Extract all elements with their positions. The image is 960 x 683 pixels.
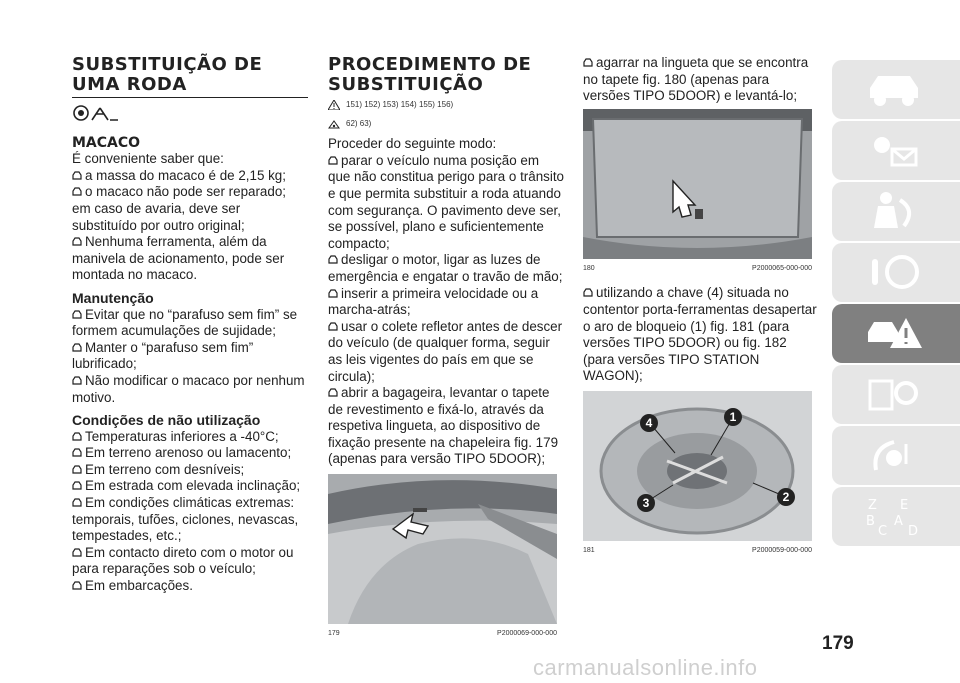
figure-number: 179 [328, 630, 340, 638]
figure-code: P2000059-000-000 [752, 546, 812, 554]
car-bullet-icon [328, 388, 338, 398]
figure-180 [583, 109, 812, 259]
warning-lights-icon [864, 129, 924, 171]
note-hand-icon [328, 119, 340, 129]
index-icon [864, 495, 924, 537]
list-item: Nenhuma ferramenta, além da manivela de acionamento, pode ser montada no macaco. [72, 234, 285, 283]
tab-maintenance[interactable] [832, 365, 960, 424]
procedure-list [328, 153, 564, 468]
list-item: Temperaturas inferiores a -40°C; [72, 429, 308, 446]
chapter-tabs [832, 60, 960, 548]
car-bullet-icon [328, 289, 338, 299]
car-bullet-icon [72, 465, 82, 475]
car-bullet-icon [72, 171, 82, 181]
figure-181 [583, 391, 812, 541]
jack-heading: MACACO [72, 134, 141, 151]
section-title-line2: SUBSTITUIÇÃO [328, 74, 484, 95]
list-item: o macaco não pode ser reparado; em caso de avaria, deve ser substituído por outro original; [72, 184, 286, 233]
callout-number: 1 [729, 409, 737, 424]
tab-warning-lights[interactable] [832, 121, 960, 180]
car-bullet-icon [72, 448, 82, 458]
title-rule [72, 97, 308, 98]
figure-code: P2000069-000-000 [497, 630, 557, 638]
column-1 [72, 55, 308, 595]
list-item: abrir a bagageira, levantar o tapete de revestimento e fixá-lo, através da respetiva lingueta, ao dispositivo de fixação presente na chapeleira fig. 179 (apenas para versão TIPO 5DOOR); [328, 385, 559, 467]
tab-car[interactable] [832, 60, 960, 119]
list-item: Manter o “parafuso sem fim” lubrificado; [72, 339, 254, 372]
list-item: desligar o motor, ligar as luzes de emergência e engatar o travão de mão; [328, 252, 563, 284]
section-title: SUBSTITUIÇÃO DE [72, 54, 263, 75]
conditions-list [72, 429, 308, 595]
car-bullet-icon [328, 255, 338, 265]
maintenance-list [72, 307, 308, 407]
tab-multimedia[interactable] [832, 426, 960, 485]
tab-index[interactable] [832, 487, 960, 546]
maintenance-heading: Manutenção [72, 289, 154, 306]
list-item: Em terreno arenoso ou lamacento; [72, 445, 308, 462]
column-3 [583, 55, 819, 560]
list-item: Em contacto direto com o motor ou para reparações sob o veículo; [72, 544, 294, 577]
car-bullet-icon [72, 498, 82, 508]
svg-text:C: C [878, 524, 888, 537]
page-number: 179 [822, 633, 854, 654]
car-bullet-icon [72, 481, 82, 491]
car-bullet-icon [72, 548, 82, 558]
warning-refs: 151) 152) 153) 154) 155) 156) [346, 100, 454, 109]
car-bullet-icon [328, 322, 338, 332]
note-refs: 62) 63) [346, 118, 372, 128]
jack-list [72, 168, 308, 284]
gears-icon [864, 373, 924, 415]
conditions-heading: Condições de não utilização [72, 412, 261, 429]
car-bullet-icon [72, 237, 82, 247]
callout-number: 3 [642, 495, 650, 510]
list-item: Em embarcações. [72, 578, 308, 595]
warning-refs-row [328, 97, 564, 114]
svg-text:E: E [900, 498, 909, 513]
procedure-intro: Proceder do seguinte modo: [328, 136, 497, 152]
column-2 [328, 55, 564, 643]
list-item: Em condições climáticas extremas: temporais, tufões, ciclones, nevascas, tempestades, etc.; [72, 495, 299, 544]
car-bullet-icon [72, 581, 82, 591]
callout-number: 2 [782, 489, 790, 504]
svg-text:Z: Z [868, 498, 877, 513]
multimedia-icon [864, 434, 924, 476]
tab-emergency[interactable] [832, 304, 960, 363]
list-item: utilizando a chave (4) situada no contentor porta-ferramentas desapertar o aro de bloqueio (1) fig. 181 (para versões TIPO 5DOOR) ou fig. 182 (para versões TIPO STATION WAGON); [583, 285, 817, 384]
warning-triangle-icon [328, 100, 340, 110]
tire-jack-icon [72, 104, 308, 127]
list-item: Em estrada com elevada inclinação; [72, 478, 308, 495]
car-bullet-icon [72, 310, 82, 320]
section-title-line2: UMA RODA [72, 74, 187, 95]
car-bullet-icon [583, 58, 593, 68]
car-bullet-icon [583, 288, 593, 298]
list-item: agarrar na lingueta que se encontra no tapete fig. 180 (apenas para versões TIPO 5DOOR) e levantá-lo; [583, 55, 809, 104]
watermark: carmanualsonline.info [533, 655, 758, 680]
jack-intro: É conveniente saber que: [72, 151, 224, 167]
list-item: inserir a primeira velocidade ou a marcha-atrás; [328, 285, 539, 318]
figure-number: 180 [583, 264, 595, 272]
note-refs-row [328, 116, 564, 133]
figure-181-caption [583, 543, 812, 560]
seat-airbag-icon [864, 190, 924, 232]
car-bullet-icon [72, 376, 82, 386]
car-bullet-icon [72, 187, 82, 197]
car-bullet-icon [328, 156, 338, 166]
list-item: Evitar que no “parafuso sem fim” se formem acumulações de sujidade; [72, 306, 298, 339]
figure-number: 181 [583, 546, 595, 554]
figure-179-caption [328, 626, 557, 643]
section-title: PROCEDIMENTO DE [328, 54, 532, 75]
tab-steering-key[interactable] [832, 243, 960, 302]
figure-180-caption [583, 261, 812, 278]
list-item: parar o veículo numa posição em que não constitua perigo para o trânsito e que permita substituir a roda atuando com segurança. O pavimento deve ser, se possível, plano e suficientemente compacto; [328, 152, 564, 251]
steering-key-icon [864, 251, 924, 293]
car-bullet-icon [72, 343, 82, 353]
callout-number: 4 [645, 415, 653, 430]
tab-seat-airbag[interactable] [832, 182, 960, 241]
list-item: Não modificar o macaco por nenhum motivo. [72, 372, 305, 405]
car-bullet-icon [72, 432, 82, 442]
car-icon [864, 68, 924, 110]
list-item: usar o colete refletor antes de descer do veículo (de qualquer forma, seguir as leis vigentes do país em que se circula); [328, 318, 563, 384]
svg-text:A: A [894, 514, 903, 529]
list-item: a massa do macaco é de 2,15 kg; [72, 168, 308, 185]
figure-179 [328, 474, 557, 624]
emergency-icon [864, 312, 924, 354]
svg-text:B: B [866, 514, 875, 529]
svg-text:D: D [908, 524, 919, 537]
figure-code: P2000065-000-000 [752, 264, 812, 272]
list-item: Em terreno com desníveis; [72, 462, 308, 479]
